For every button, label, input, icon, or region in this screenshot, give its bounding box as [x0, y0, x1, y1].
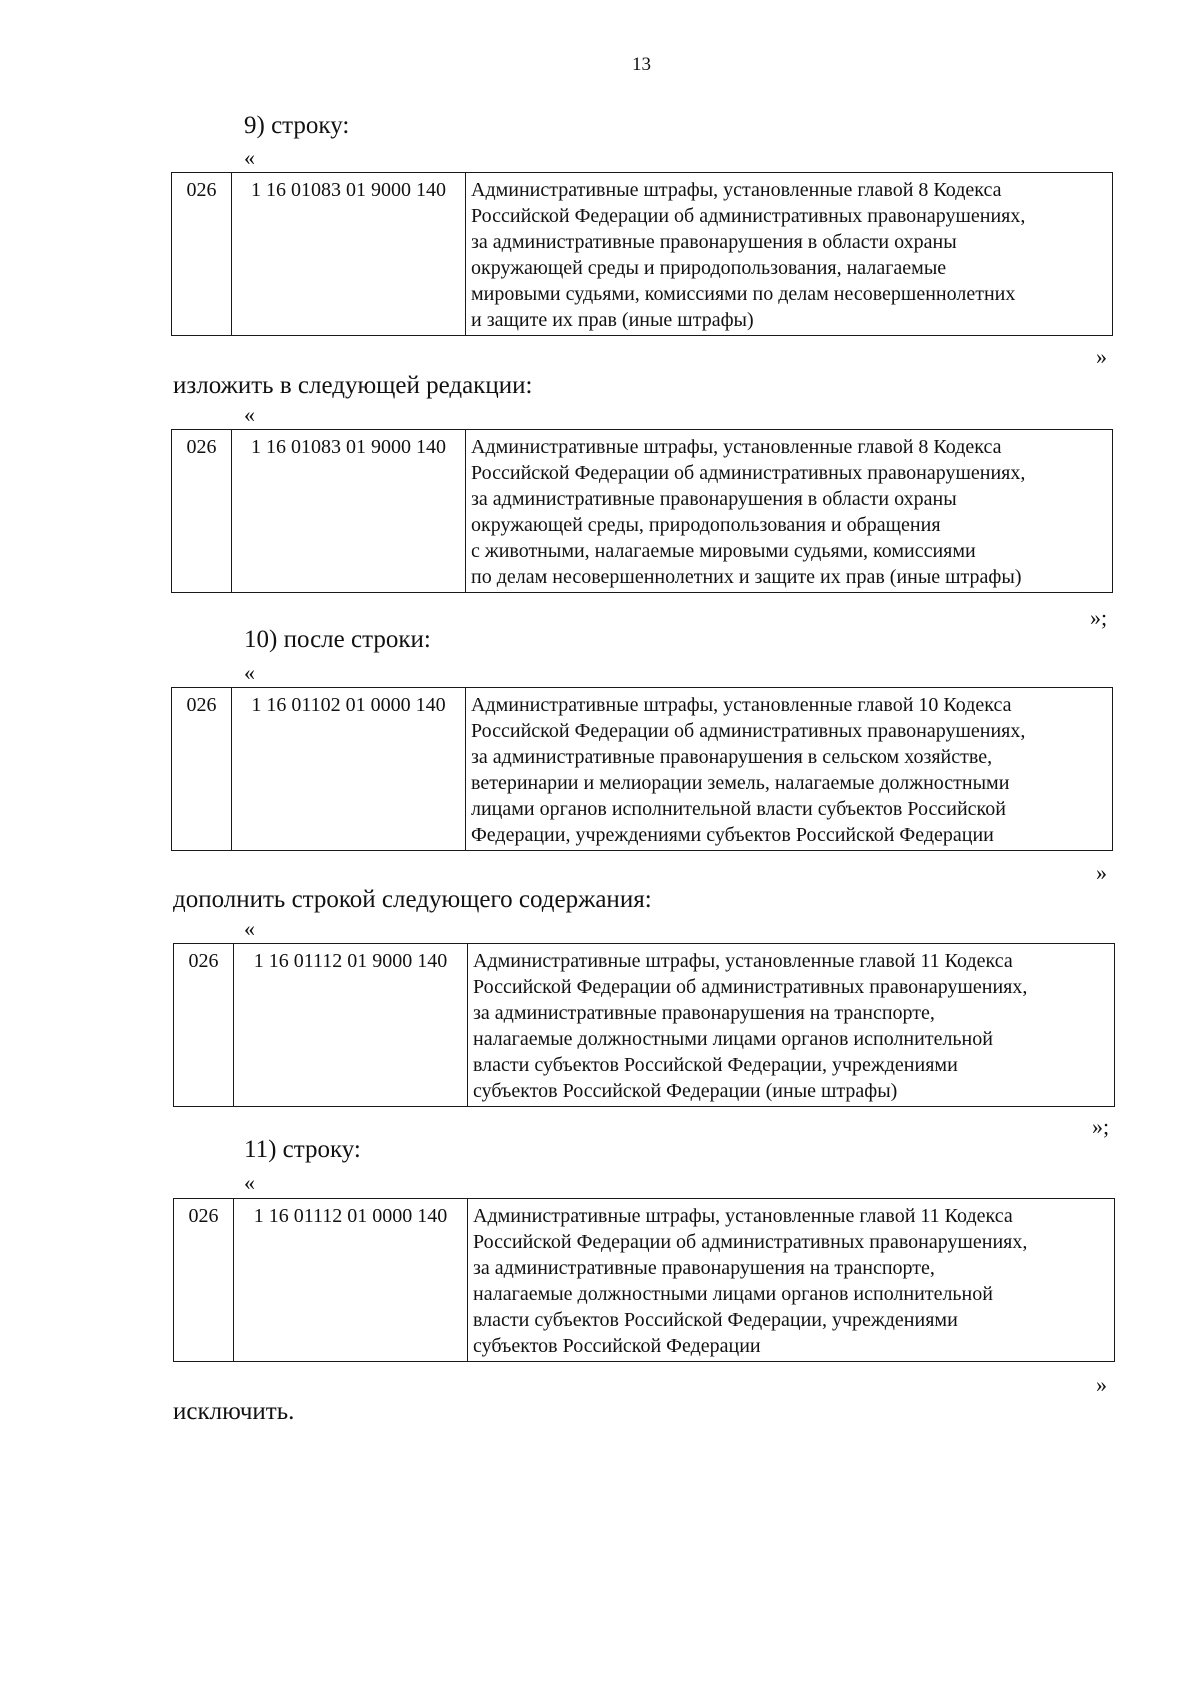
close-quote: »; [1092, 1114, 1110, 1139]
description-line: Российской Федерации об административных правонарушениях, [471, 205, 1026, 227]
description-line: лицами органов исполнительной власти субъектов Российской [471, 798, 1006, 820]
description-line: Федерации, учреждениями субъектов Российской Федерации [471, 824, 994, 846]
section-heading-10: 10) после строки: [244, 626, 431, 653]
description-line: за административные правонарушения на транспорте, [473, 1257, 935, 1279]
description-line: окружающей среды, природопользования и обращения [471, 514, 941, 536]
description-line: за административные правонарушения в области охраны [471, 231, 957, 253]
description-line: Административные штрафы, установленные главой 8 Кодекса [471, 436, 1002, 458]
budget-code-table [171, 429, 1113, 593]
description-line: Административные штрафы, установленные главой 11 Кодекса [473, 1205, 1013, 1227]
description-line: за административные правонарушения на транспорте, [473, 1002, 935, 1024]
open-quote: « [244, 660, 255, 685]
kbk-code-cell: 1 16 01102 01 0000 140 [232, 688, 466, 851]
description-line: за административные правонарушения в области охраны [471, 488, 957, 510]
description-cell [466, 430, 1113, 593]
open-quote: « [244, 1170, 255, 1195]
budget-code-table [173, 943, 1115, 1107]
description-line: Российской Федерации об административных правонарушениях, [471, 720, 1026, 742]
table-row [172, 173, 1113, 336]
description-cell [466, 688, 1113, 851]
open-quote: « [244, 916, 255, 941]
description-line: Российской Федерации об административных правонарушениях, [473, 976, 1028, 998]
close-quote: » [1096, 1372, 1107, 1397]
instruction-text: изложить в следующей редакции: [173, 372, 533, 399]
description-line: окружающей среды и природопользования, налагаемые [471, 257, 947, 279]
description-line: Российской Федерации об административных правонарушениях, [471, 462, 1026, 484]
table-row [174, 944, 1115, 1107]
admin-code-cell: 026 [174, 944, 234, 1107]
description-cell [466, 173, 1113, 336]
description-line: субъектов Российской Федерации [473, 1335, 761, 1357]
kbk-code-cell: 1 16 01083 01 9000 140 [232, 430, 466, 593]
table-row [174, 1199, 1115, 1362]
description-line: с животными, налагаемые мировыми судьями, комиссиями [471, 540, 976, 562]
budget-code-table [171, 172, 1113, 336]
description-line: налагаемые должностными лицами органов исполнительной [473, 1283, 993, 1305]
description-line: ветеринарии и мелиорации земель, налагаемые должностными [471, 772, 1010, 794]
description-line: Административные штрафы, установленные главой 10 Кодекса [471, 694, 1012, 716]
admin-code-cell: 026 [172, 173, 232, 336]
admin-code-cell: 026 [174, 1199, 234, 1362]
admin-code-cell: 026 [172, 688, 232, 851]
description-line: Российской Федерации об административных правонарушениях, [473, 1231, 1028, 1253]
description-line: Административные штрафы, установленные главой 11 Кодекса [473, 950, 1013, 972]
table-row [172, 688, 1113, 851]
description-line: по делам несовершеннолетних и защите их прав (иные штрафы) [471, 566, 1022, 588]
section-heading-9: 9) строку: [244, 112, 350, 139]
instruction-text: дополнить строкой следующего содержания: [173, 886, 652, 913]
close-quote: » [1096, 344, 1107, 369]
open-quote: « [244, 402, 255, 427]
table-row [172, 430, 1113, 593]
description-cell [468, 944, 1115, 1107]
admin-code-cell: 026 [172, 430, 232, 593]
description-line: и защите их прав (иные штрафы) [471, 309, 754, 331]
description-line: субъектов Российской Федерации (иные штрафы) [473, 1080, 898, 1102]
kbk-code-cell: 1 16 01112 01 0000 140 [234, 1199, 468, 1362]
section-heading-11: 11) строку: [244, 1136, 361, 1163]
budget-code-table [171, 687, 1113, 851]
kbk-code-cell: 1 16 01112 01 9000 140 [234, 944, 468, 1107]
description-line: власти субъектов Российской Федерации, учреждениями [473, 1054, 958, 1076]
description-cell [468, 1199, 1115, 1362]
open-quote: « [244, 145, 255, 170]
instruction-text: исключить. [173, 1398, 295, 1425]
page-number: 13 [632, 54, 651, 75]
budget-code-table [173, 1198, 1115, 1362]
close-quote: »; [1090, 605, 1108, 630]
description-line: налагаемые должностными лицами органов исполнительной [473, 1028, 993, 1050]
description-line: за административные правонарушения в сельском хозяйстве, [471, 746, 993, 768]
close-quote: » [1096, 860, 1107, 885]
description-line: власти субъектов Российской Федерации, учреждениями [473, 1309, 958, 1331]
description-line: мировыми судьями, комиссиями по делам несовершеннолетних [471, 283, 1016, 305]
description-line: Административные штрафы, установленные главой 8 Кодекса [471, 179, 1002, 201]
kbk-code-cell: 1 16 01083 01 9000 140 [232, 173, 466, 336]
